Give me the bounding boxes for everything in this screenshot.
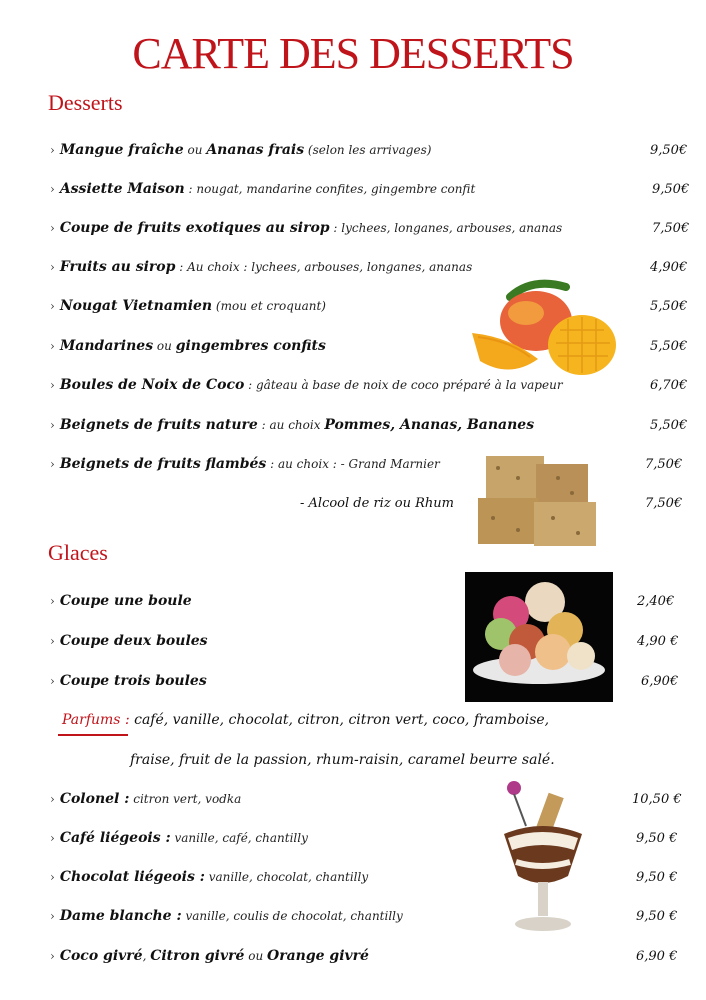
- bullet-arrow-icon: ›: [50, 674, 55, 688]
- item-price: 6,70€: [650, 378, 688, 393]
- section-desserts-heading: Desserts: [48, 90, 123, 115]
- item-name: Fruits au sirop: [59, 259, 176, 275]
- bullet-arrow-icon: ›: [50, 634, 55, 648]
- item-description: : nougat, mandarine confites, gingembre confit: [184, 182, 476, 196]
- item-name: Dame blanche :: [59, 908, 182, 924]
- menu-item-coupes-2: [50, 869, 368, 885]
- menu-item-coupes-4: [50, 948, 369, 964]
- item-name: gingembres confits: [175, 338, 326, 354]
- item-name: Mandarines: [59, 338, 154, 354]
- bullet-arrow-icon: ›: [50, 339, 55, 353]
- menu-item-coupes-3: [50, 908, 403, 924]
- item-name: Coco givré: [59, 948, 143, 964]
- nougat-image: [468, 438, 613, 556]
- bullet-arrow-icon: ›: [50, 182, 55, 196]
- item-price: 4,90 €: [637, 634, 679, 649]
- bullet-arrow-icon: ›: [50, 221, 55, 235]
- item-description: (selon les arrivages): [304, 143, 432, 157]
- bullet-arrow-icon: ›: [50, 418, 55, 432]
- ice-cream-scoops-image: [465, 572, 613, 702]
- item-description: citron vert, vodka: [129, 792, 242, 806]
- parfums-line-1: [62, 712, 549, 728]
- menu-item-desserts-7: [50, 417, 534, 433]
- sundae-glass-image: [490, 778, 595, 938]
- item-description: ou: [153, 339, 176, 353]
- bullet-arrow-icon: ›: [50, 594, 55, 608]
- item-name: Beignets de fruits flambés: [59, 456, 267, 472]
- item-price: 9,50 €: [636, 831, 678, 846]
- item-description: : au choix: [257, 418, 325, 432]
- item-price: 9,50 €: [636, 909, 678, 924]
- item-description: vanille, café, chantilly: [170, 831, 308, 845]
- item-name: Coupe une boule: [59, 593, 192, 609]
- item-name: Assiette Maison: [59, 181, 185, 197]
- menu-item-coupes-1: [50, 830, 308, 846]
- item-price: 9,50€: [652, 182, 690, 197]
- item-price: 2,40€: [637, 594, 675, 609]
- menu-item-desserts-2: [50, 220, 562, 236]
- item-name: Orange givré: [267, 948, 369, 964]
- item-name: Pommes, Ananas, Bananes: [324, 417, 535, 433]
- item-description: : lychees, longanes, arbouses, ananas: [329, 221, 563, 235]
- item-name: Café liégeois :: [59, 830, 171, 846]
- bullet-arrow-icon: ›: [50, 260, 55, 274]
- item-name: Nougat Vietnamien: [59, 298, 213, 314]
- bullet-arrow-icon: ›: [50, 378, 55, 392]
- section-glaces-heading: Glaces: [48, 540, 108, 565]
- flambe-option-line: - Alcool de riz ou Rhum: [300, 496, 454, 511]
- item-price: 10,50 €: [632, 792, 682, 807]
- item-description: ou: [244, 949, 268, 963]
- menu-item-glaces-0: [50, 593, 192, 609]
- item-description: ,: [142, 949, 151, 963]
- menu-item-glaces-2: [50, 673, 207, 689]
- bullet-arrow-icon: ›: [50, 143, 55, 157]
- item-description: vanille, coulis de chocolat, chantilly: [181, 909, 403, 923]
- parfums-underline: [58, 734, 128, 736]
- bullet-arrow-icon: ›: [50, 831, 55, 845]
- menu-item-desserts-0: [50, 142, 431, 158]
- item-name: Mangue fraîche: [59, 142, 184, 158]
- item-price: 9,50€: [650, 143, 688, 158]
- parfums-list-1: café, vanille, chocolat, citron, citron vert, coco, framboise,: [129, 712, 550, 728]
- item-name: Ananas frais: [206, 142, 305, 158]
- item-name: Citron givré: [150, 948, 245, 964]
- menu-item-desserts-5: [50, 338, 326, 354]
- menu-item-desserts-1: [50, 181, 475, 197]
- item-price: 9,50 €: [636, 870, 678, 885]
- item-name: Colonel :: [59, 791, 130, 807]
- bullet-arrow-icon: ›: [50, 792, 55, 806]
- menu-item-coupes-0: [50, 791, 241, 807]
- item-price: 4,90€: [650, 260, 688, 275]
- mango-image: [470, 275, 625, 380]
- item-name: Coupe trois boules: [59, 673, 207, 689]
- item-price: 5,50€: [650, 299, 688, 314]
- item-name: Coupe deux boules: [59, 633, 208, 649]
- item-name: Chocolat liégeois :: [59, 869, 205, 885]
- menu-item-desserts-4: [50, 298, 326, 314]
- item-description: (mou et croquant): [212, 299, 326, 313]
- item-price: 7,50€: [652, 221, 690, 236]
- item-name: Boules de Noix de Coco: [59, 377, 245, 393]
- bullet-arrow-icon: ›: [50, 457, 55, 471]
- item-price: 5,50€: [650, 418, 688, 433]
- item-price: 5,50€: [650, 339, 688, 354]
- bullet-arrow-icon: ›: [50, 949, 55, 963]
- bullet-arrow-icon: ›: [50, 909, 55, 923]
- bullet-arrow-icon: ›: [50, 870, 55, 884]
- item-price: 6,90€: [641, 674, 679, 689]
- menu-item-desserts-8: [50, 456, 440, 472]
- menu-item-glaces-1: [50, 633, 208, 649]
- item-price: 7,50€: [645, 457, 683, 472]
- item-price: 6,90 €: [636, 949, 678, 964]
- item-description: ou: [183, 143, 207, 157]
- parfums-list-2: fraise, fruit de la passion, rhum-raisin, caramel beurre salé.: [130, 752, 555, 768]
- item-name: Coupe de fruits exotiques au sirop: [59, 220, 330, 236]
- menu-title: CARTE DES DESSERTS: [132, 29, 574, 78]
- flambe-option-price: 7,50€: [645, 496, 683, 511]
- item-description: : au choix : - Grand Marnier: [266, 457, 440, 471]
- item-description: : gâteau à base de noix de coco préparé à la vapeur: [244, 378, 563, 392]
- item-description: : Au choix : lychees, arbouses, longanes, ananas: [175, 260, 473, 274]
- menu-item-desserts-3: [50, 259, 472, 275]
- item-name: Beignets de fruits nature: [59, 417, 258, 433]
- parfums-label: Parfums :: [62, 712, 130, 728]
- item-description: vanille, chocolat, chantilly: [204, 870, 369, 884]
- bullet-arrow-icon: ›: [50, 299, 55, 313]
